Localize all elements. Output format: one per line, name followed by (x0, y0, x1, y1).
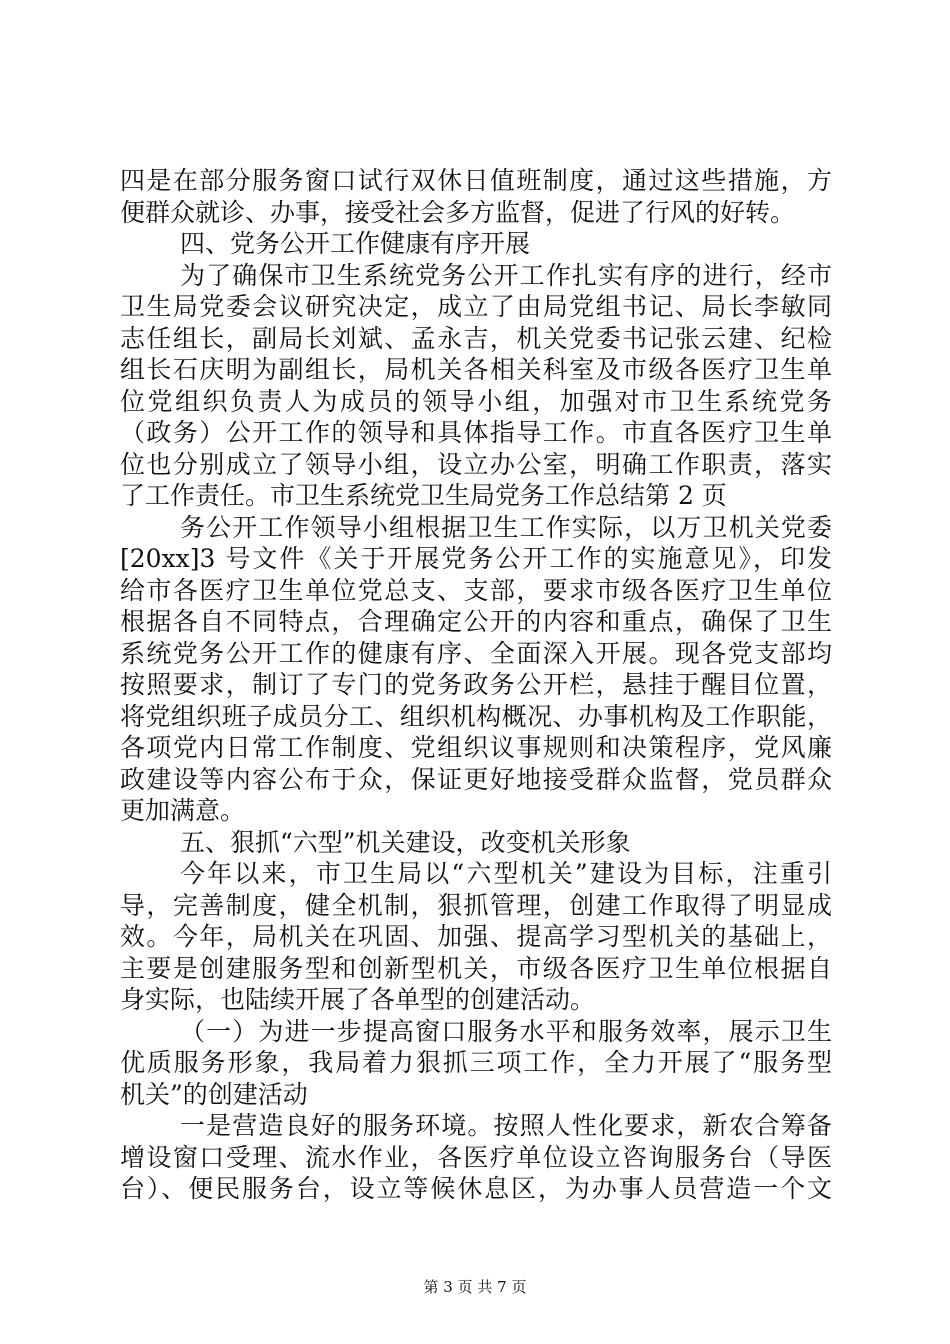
text-line: 身实际，也陆续开展了各单型的创建活动。 (120, 985, 596, 1014)
text-line: 导，完善制度，健全机制，狠抓管理，创建工作取得了明显成 (120, 890, 832, 920)
text-line: 将党组织班子成员分工、组织机构概况、办事机构及工作职能， (120, 701, 832, 731)
text-line: 卫生局党委会议研究决定，成立了由局党组书记、局长李敏同 (120, 292, 832, 321)
text-line: 了工作责任。市卫生系统党卫生局党务工作总结第 2 页 (120, 481, 727, 510)
text-line: 增设窗口受理、流水作业，各医疗单位设立咨询服务台（导医 (120, 1142, 832, 1172)
text-line: 便群众就诊、办事，接受社会多方监督，促进了行风的好转。 (120, 197, 796, 227)
text-line: 系统党务公开工作的健康有序、全面深入开展。现各党支部均 (120, 638, 832, 668)
text-line: 各项党内日常工作制度、党组织议事规则和决策程序，党风廉 (120, 733, 832, 762)
text-line: （一）为进一步提高窗口服务水平和服务效率，展示卫生 (180, 1016, 832, 1046)
text-line: 位也分别成立了领导小组，设立办公室，明确工作职责，落实 (120, 449, 832, 479)
text-line: （政务）公开工作的领导和具体指导工作。市直各医疗卫生单 (120, 418, 832, 447)
text-line: 位党组织负责人为成员的领导小组，加强对市卫生系统党务 (120, 386, 832, 416)
text-line: 五、狠抓“六型”机关建设，改变机关形象 (180, 827, 631, 857)
text-line: 按照要求，制订了专门的党务政务公开栏，悬挂于醒目位置， (120, 670, 832, 699)
text-line: 给市各医疗卫生单位党总支、支部，要求市级各医疗卫生单位 (120, 575, 832, 605)
text-line: 今年以来，市卫生局以“六型机关”建设为目标，注重引 (180, 859, 832, 888)
text-line: 更加满意。 (120, 796, 246, 825)
text-line: 四是在部分服务窗口试行双休日值班制度，通过这些措施，方 (120, 166, 832, 195)
text-line: 根据各自不同特点，合理确定公开的内容和重点，确保了卫生 (120, 607, 832, 636)
text-line: 优质服务形象，我局着力狠抓三项工作，全力开展了“服务型 (120, 1048, 832, 1077)
text-line: 务公开工作领导小组根据卫生工作实际，以万卫机关党委 (180, 512, 832, 542)
text-line: 主要是创建服务型和创新型机关，市级各医疗卫生单位根据自 (120, 953, 832, 983)
page-footer: 第 3 页 共 7 页 (423, 1278, 527, 1296)
text-line: 四、党务公开工作健康有序开展 (180, 229, 531, 258)
text-line: [20xx]3 号文件《关于开展党务公开工作的实施意见》，印发 (120, 544, 832, 573)
text-line: 台）、便民服务台，设立等候休息区，为办事人员营造一个文 (120, 1174, 832, 1203)
text-line: 志任组长，副局长刘斌、孟永吉，机关党委书记张云建、纪检 (120, 323, 832, 353)
text-line: 一是营造良好的服务环境。按照人性化要求，新农合筹备 (180, 1111, 832, 1140)
text-line: 政建设等内容公布于众，保证更好地接受群众监督，党员群众 (120, 764, 832, 794)
text-line: 组长石庆明为副组长，局机关各相关科室及市级各医疗卫生单 (120, 355, 832, 384)
text-line: 为了确保市卫生系统党务公开工作扎实有序的进行，经市 (180, 260, 832, 290)
text-line: 效。今年，局机关在巩固、加强、提高学习型机关的基础上， (120, 922, 832, 951)
document-body (120, 165, 832, 1205)
text-line: 机关”的创建活动 (120, 1079, 308, 1109)
